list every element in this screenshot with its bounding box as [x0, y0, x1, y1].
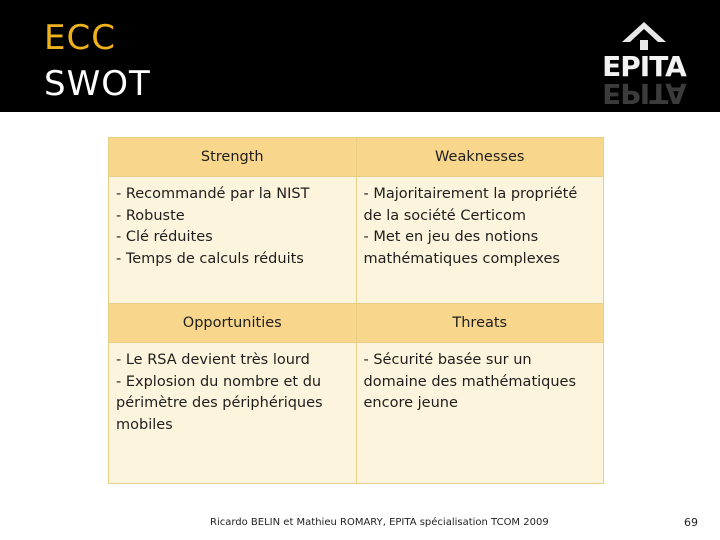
strength-item: - Recommandé par la NIST	[116, 186, 310, 202]
weakness-line: de la société Certicom	[363, 207, 527, 224]
strength-heading: Strength	[109, 138, 357, 177]
weakness-line: mathématiques complexes	[363, 250, 560, 267]
logo-wordmark-reflection: EPITA	[602, 77, 686, 110]
threat-line: - Sécurité basée sur un	[363, 352, 532, 368]
threat-line: encore jeune	[363, 395, 458, 411]
opportunity-line: - Explosion du nombre et du	[116, 373, 322, 390]
page-number: 69	[684, 516, 698, 529]
opportunity-line: périmètre des périphériques	[116, 395, 323, 411]
threats-cell	[356, 343, 604, 484]
epita-logo	[585, 20, 703, 110]
swot-table	[108, 137, 604, 484]
weaknesses-heading: Weaknesses	[356, 138, 604, 177]
threats-heading: Threats	[356, 304, 604, 343]
weakness-line: - Majoritairement la propriété	[363, 186, 578, 202]
opportunities-cell	[109, 343, 357, 484]
logo-wordmark: EPITA	[602, 50, 686, 83]
weaknesses-cell	[356, 177, 604, 304]
title-line-swot: SWOT	[44, 64, 151, 104]
slide-header	[0, 0, 720, 112]
strength-item: - Temps de calculs réduits	[116, 250, 304, 267]
footer-credit: Ricardo BELIN et Mathieu ROMARY, EPITA spécialisation TCOM 2009	[210, 517, 549, 528]
threat-line: domaine des mathématiques	[363, 373, 577, 390]
strength-item: - Robuste	[116, 207, 185, 224]
title-line-ecc: ECC	[44, 18, 116, 58]
strength-cell	[109, 177, 357, 304]
strength-item: - Clé réduites	[116, 229, 213, 245]
opportunity-line: - Le RSA devient très lourd	[116, 352, 310, 368]
logo-door-icon	[640, 40, 648, 50]
opportunities-heading: Opportunities	[109, 304, 357, 343]
weakness-line: - Met en jeu des notions	[363, 229, 539, 245]
opportunity-line: mobiles	[116, 416, 173, 433]
logo-roof-icon	[622, 22, 666, 42]
